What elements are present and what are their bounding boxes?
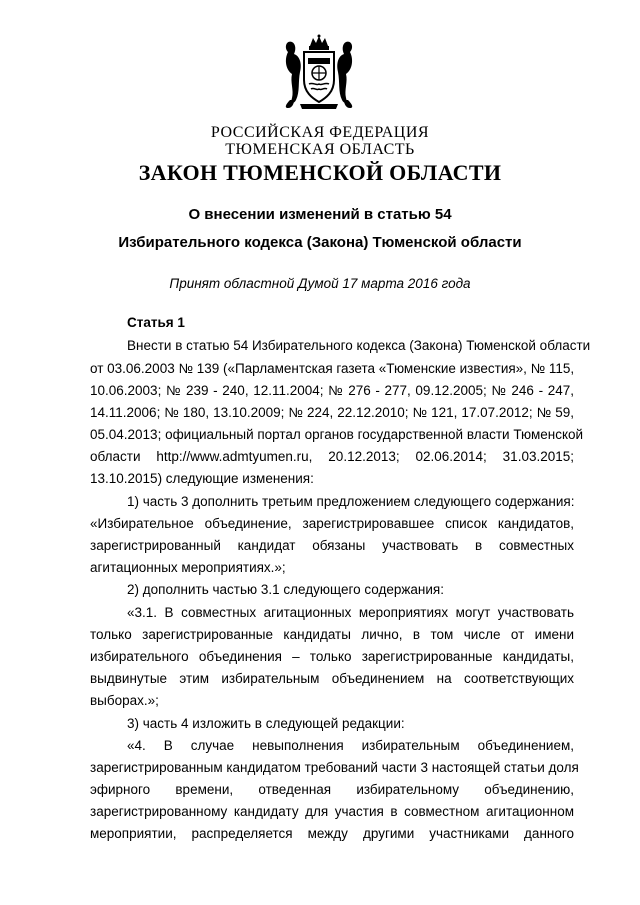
body-line: области http://www.admtyumen.ru, 20.12.2013; 02.06.2014; 31.03.2015; — [90, 449, 574, 464]
law-type-heading: ЗАКОН ТЮМЕНСКОЙ ОБЛАСТИ — [138, 160, 502, 185]
body-line: эфирного времени, отведенная избирательному объединению, — [90, 782, 574, 797]
body-line: «Избирательное объединение, зарегистрировавшее список кандидатов, — [90, 516, 574, 531]
body-line: мероприятии, распределяется между другими участниками данного — [90, 826, 574, 841]
body-line: Внести в статью 54 Избирательного кодекса (Закона) Тюменской области — [127, 338, 591, 353]
header-region: ТЮМЕНСКАЯ ОБЛАСТЬ — [225, 141, 415, 158]
body-line: выдвинутые этим избирательным объединением на соответствующих — [90, 671, 574, 686]
body-line: выборах.»; — [90, 693, 159, 708]
body-line: 13.10.2015) следующие изменения: — [90, 471, 314, 486]
article-heading: Статья 1 — [127, 315, 185, 330]
body-line: «3.1. В совместных агитационных мероприятиях могут участвовать — [127, 605, 574, 620]
body-line: 1) часть 3 дополнить третьим предложением следующего содержания: — [127, 494, 575, 509]
body-line: 3) часть 4 изложить в следующей редакции: — [127, 716, 405, 731]
body-line: «4. В случае невыполнения избирательным объединением, — [127, 738, 574, 753]
body-line: 2) дополнить частью 3.1 следующего содержания: — [127, 582, 444, 597]
body-line: избирательного объединения – только зарегистрированные кандидаты, — [90, 649, 574, 664]
body-line: 10.06.2003; № 239 - 240, 12.11.2004; № 276 - 277, 09.12.2005; № 246 - 247, — [90, 383, 574, 398]
body-line: зарегистрированным кандидатом требований части 3 настоящей статьи доля — [90, 760, 579, 775]
body-line: зарегистрированному кандидату для участия в совместном агитационном — [90, 804, 574, 819]
title-line-1: О внесении изменений в статью 54 — [188, 206, 452, 223]
body-line: 05.04.2013; официальный портал органов государственной власти Тюменской — [90, 427, 584, 442]
body-line: агитационных мероприятиях.»; — [90, 560, 286, 575]
body-line: зарегистрированный кандидат обязаны участвовать в совместных — [90, 538, 574, 553]
tyumen-coat-of-arms-icon — [282, 34, 356, 112]
title-line-2: Избирательного кодекса (Закона) Тюменской области — [118, 234, 522, 251]
body-line: от 03.06.2003 № 139 («Парламентская газета «Тюменские известия», № 115, — [90, 361, 575, 376]
body-line: только зарегистрированные кандидаты лично, в том числе от имени — [90, 627, 574, 642]
header-country: РОССИЙСКАЯ ФЕДЕРАЦИЯ — [210, 124, 430, 141]
adoption-date: Принят областной Думой 17 марта 2016 года — [169, 276, 471, 291]
body-line: 14.11.2006; № 180, 13.10.2009; № 224, 22.12.2010; № 121, 17.07.2012; № 59, — [90, 405, 574, 420]
